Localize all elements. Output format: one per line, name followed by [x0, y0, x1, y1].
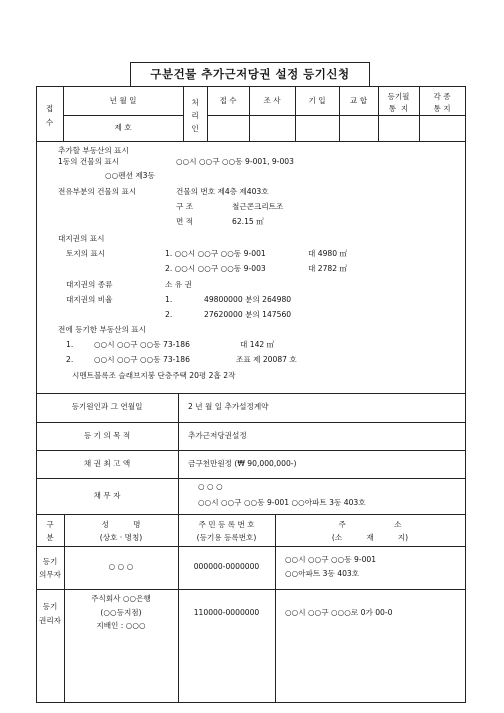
cause-value: 2 년 월 일 추가설정계약	[188, 402, 269, 411]
obligor-addr1: ○○시 ○○구 ○○동 9-001	[285, 555, 377, 564]
purpose-value: 추가근저당권설정	[188, 431, 247, 440]
reception-date-label: 년 월 일	[109, 96, 137, 105]
kind-label: 대지권의 종류	[66, 280, 113, 289]
prev2: ○○시 ○○구 ○○동 73-186	[94, 355, 190, 364]
ratio1: 49800000 분의 264980	[204, 295, 292, 304]
land1: 1. ○○시 ○○구 ○○동 9-001	[165, 249, 266, 258]
col-verify: 교 합	[349, 96, 368, 105]
col-division: 구 분	[46, 520, 54, 542]
col-inspection: 조 사	[263, 96, 281, 105]
col-completion-notice: 등기필 통 지	[387, 92, 410, 113]
land2: 2. ○○시 ○○구 ○○동 9-003	[165, 264, 266, 273]
holder-name2: (○○등지점)	[100, 608, 142, 617]
holder-name1: 주식회사 ○○은행	[91, 594, 151, 603]
debtor-addr: ○○시 ○○구 ○○동 9-001 ○○아파트 3동 403호	[198, 498, 366, 507]
col-address: 주 소 (소 재 지)	[331, 520, 409, 542]
holder-label: 등기 권리자	[38, 602, 61, 625]
land2-area: 대 2782 ㎡	[308, 264, 348, 273]
max-claim-label: 채 권 최 고 액	[83, 459, 131, 468]
obligor-name: ○ ○ ○	[108, 562, 134, 571]
prev1-area: 대 142 ㎡	[240, 340, 275, 349]
prev-label: 전에 등기한 부동산의 표시	[58, 325, 146, 334]
exclusive-label: 전유부분의 건물의 표시	[58, 187, 137, 196]
col-name: 성 명 (상호 · 명칭)	[99, 520, 143, 542]
max-claim-value: 금구천만원정 (₩ 90,000,000-)	[188, 459, 297, 468]
prev2-no: 2.	[66, 355, 74, 364]
purpose-label: 등 기 의 목 적	[83, 431, 131, 440]
structure-label: 구 조	[176, 202, 194, 211]
ratio1-no: 1.	[165, 295, 173, 304]
land-label: 토지의 표시	[66, 249, 106, 258]
area-label: 면 적	[176, 217, 194, 226]
col-id: 주 민 등 록 번 호 (등기용 등록번호)	[196, 520, 257, 542]
building-number: 건물의 번호 제4층 제403호	[176, 187, 269, 196]
reception-label: 접 수	[45, 104, 54, 127]
area-value: 62.15 ㎡	[232, 217, 264, 226]
holder-id: 110000-0000000	[193, 608, 260, 617]
structure-value: 철근콘크리트조	[232, 202, 284, 211]
ratio2: 27620000 분의 147560	[204, 310, 292, 319]
reception-number-label: 제 호	[114, 123, 132, 132]
land1-area: 대 4980 ㎡	[308, 249, 348, 258]
holder-name3: 지배인 : ○○○	[96, 621, 146, 630]
holder-addr: ○○시 ○○구 ○○○로 0가 00-0	[285, 608, 393, 617]
process-label: 처 리 인	[191, 98, 199, 133]
ratio-label: 대지권의 비율	[66, 295, 113, 304]
building-name: ○○펜션 제3동	[105, 171, 155, 180]
kind-value: 소 유 권	[165, 280, 192, 289]
debtor-label: 채 무 자	[93, 491, 121, 500]
cause-label: 등기원인과 그 연월일	[71, 402, 143, 411]
obligor-label: 등기 의무자	[38, 557, 61, 579]
ratio2-no: 2.	[165, 310, 173, 319]
property-header: 추가할 부동산의 표시	[58, 146, 129, 155]
debtor-name: ○ ○ ○	[198, 482, 223, 491]
prev1: ○○시 ○○구 ○○동 73-186	[94, 340, 190, 349]
page-title: 구분건물 추가근저당권 설정 등기신청	[150, 67, 350, 81]
col-various-notice: 각 종 통 지	[433, 92, 451, 113]
prev1-no: 1.	[66, 340, 74, 349]
prev-desc: 시멘트블록조 슬래브지붕 단층주택 20평 2홉 2작	[72, 371, 236, 380]
building-addr: ○○시 ○○구 ○○동 9-001, 9-003	[176, 157, 294, 166]
obligor-addr2: ○○아파트 3동 403호	[285, 569, 360, 578]
col-reception: 접 수	[219, 96, 237, 105]
col-entry: 기 입	[308, 96, 326, 105]
obligor-id: 000000-0000000	[193, 562, 260, 571]
land-right-label: 대지권의 표시	[58, 234, 105, 243]
prev2-tail: 조표 제 20087 호	[236, 355, 297, 364]
building-label: 1동의 건물의 표시	[58, 157, 120, 166]
